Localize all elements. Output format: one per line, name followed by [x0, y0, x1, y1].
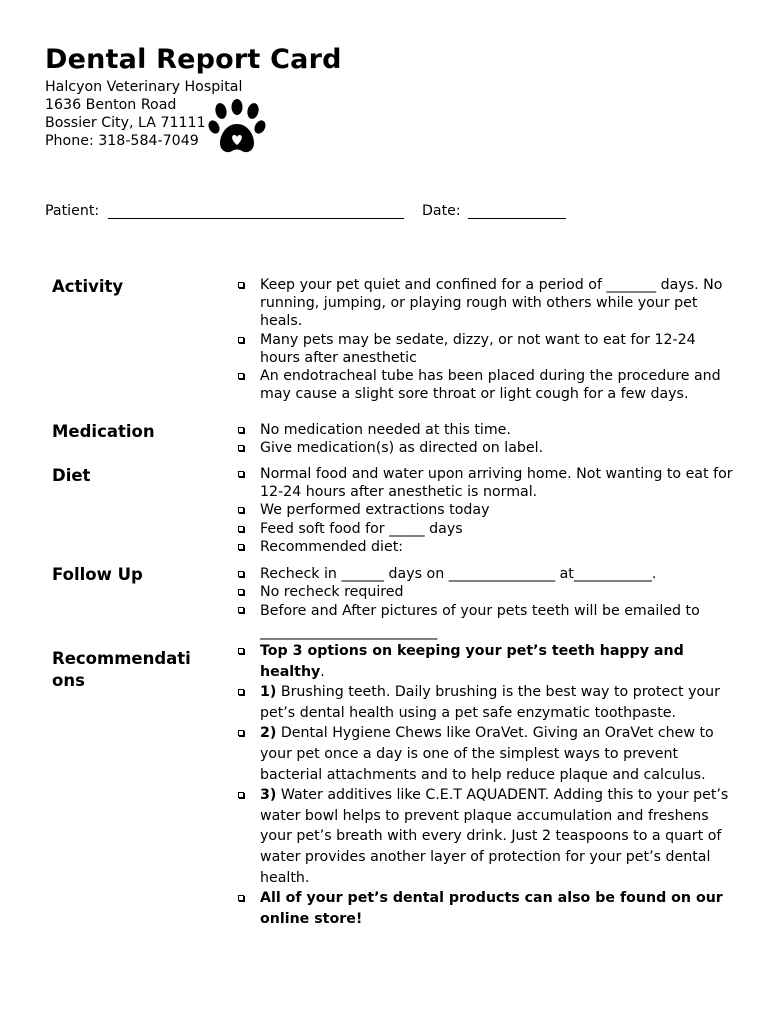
checkbox-bullet-icon	[238, 730, 244, 736]
checkbox-bullet-icon	[238, 544, 244, 550]
clinic-name: Halcyon Veterinary Hospital	[45, 79, 243, 95]
list-item: 2) Dental Hygiene Chews like OraVet. Giving an OraVet chew to your pet once a day is one of the simplest ways to prevent bacterial attachments and to help reduce plaque and calculus.	[234, 723, 734, 785]
checkbox-bullet-icon	[238, 607, 244, 613]
list-item: Normal food and water upon arriving home. Not wanting to eat for 12-24 hours after anesthetic is normal.	[234, 465, 734, 501]
list-item: Top 3 options on keeping your pet’s teeth happy and healthy.	[234, 641, 734, 682]
recommendations-list	[234, 641, 734, 929]
checkbox-bullet-icon	[238, 445, 244, 451]
checkbox-bullet-icon	[238, 895, 244, 901]
list-item: Keep your pet quiet and confined for a period of _______ days. No running, jumping, or playing rough with others while your pet heals.	[234, 276, 734, 331]
list-item: 1) Brushing teeth. Daily brushing is the best way to protect your pet’s dental health using a pet safe enzymatic toothpaste.	[234, 682, 734, 723]
checkbox-bullet-icon	[238, 282, 244, 288]
list-item: Many pets may be sedate, dizzy, or not want to eat for 12-24 hours after anesthetic	[234, 331, 734, 367]
checkbox-bullet-icon	[238, 689, 244, 695]
paw-print-heart-icon	[207, 98, 267, 158]
list-item: All of your pet’s dental products can also be found on our online store!	[234, 888, 734, 929]
list-item: We performed extractions today	[234, 501, 734, 519]
list-item: Recheck in ______ days on _______________ at___________.	[234, 565, 734, 583]
follow-up-list	[234, 565, 734, 642]
section-heading-recommendations: Recommendati ons	[52, 649, 191, 690]
list-item: Feed soft food for _____ days	[234, 520, 734, 538]
checkbox-bullet-icon	[238, 526, 244, 532]
patient-name-field[interactable]	[108, 218, 404, 219]
date-field[interactable]	[468, 218, 566, 219]
list-item: Recommended diet:	[234, 538, 734, 556]
section-heading-diet: Diet	[52, 466, 91, 485]
checkbox-bullet-icon	[238, 427, 244, 433]
checkbox-bullet-icon	[238, 589, 244, 595]
date-label: Date:	[422, 203, 461, 219]
list-item: An endotracheal tube has been placed during the procedure and may cause a slight sore throat or light cough for a few days.	[234, 367, 734, 403]
clinic-street: 1636 Benton Road	[45, 97, 177, 113]
checkbox-bullet-icon	[238, 373, 244, 379]
section-heading-follow-up: Follow Up	[52, 565, 143, 584]
section-heading-medication: Medication	[52, 422, 155, 441]
checkbox-bullet-icon	[238, 648, 244, 654]
clinic-city: Bossier City, LA 71111	[45, 115, 206, 131]
section-heading-activity: Activity	[52, 277, 124, 296]
patient-date-row	[45, 203, 745, 223]
page-title: Dental Report Card	[45, 44, 342, 75]
checkbox-bullet-icon	[238, 507, 244, 513]
checkbox-bullet-icon	[238, 792, 244, 798]
diet-list	[234, 465, 734, 556]
clinic-phone: Phone: 318-584-7049	[45, 133, 199, 149]
patient-label: Patient:	[45, 203, 100, 219]
list-item: No medication needed at this time.	[234, 421, 734, 439]
list-item: 3) Water additives like C.E.T AQUADENT. Adding this to your pet’s water bowl helps to prevent plaque accumulation and freshens your pet’s breath with every drink. Just 2 teaspoons to a quart of water provides another layer of protection for your pet’s dental health.	[234, 785, 734, 888]
list-item: Give medication(s) as directed on label.	[234, 439, 734, 457]
list-item: Before and After pictures of your pets teeth will be emailed to _________________________	[234, 601, 734, 642]
checkbox-bullet-icon	[238, 571, 244, 577]
list-item: No recheck required	[234, 583, 734, 601]
activity-list	[234, 276, 734, 403]
checkbox-bullet-icon	[238, 471, 244, 477]
checkbox-bullet-icon	[238, 337, 244, 343]
medication-list	[234, 421, 734, 457]
